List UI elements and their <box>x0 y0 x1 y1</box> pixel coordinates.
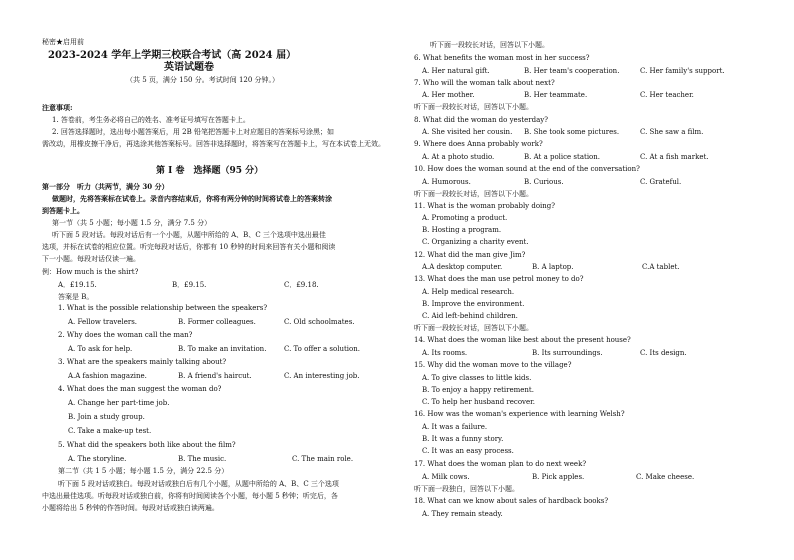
question: 14. What does the woman like best about the present house? <box>414 336 631 344</box>
option: A. It was a failure. <box>422 423 488 431</box>
example-answer: 答案是 B。 <box>58 293 94 301</box>
section1-text: 选项，并标在试卷的相应位置。听完每段对话后，你都有 10 秒钟的时间来回答有关小题和阅读 <box>42 243 336 251</box>
secret-label: 秘密★启用前 <box>42 38 84 46</box>
dialog-heading: 听下面一段较长对话，回答以下小题。 <box>414 324 533 332</box>
exam-subtitle: 英语试题卷 <box>164 62 214 73</box>
option: A. Help medical research. <box>422 288 515 296</box>
option: A. She visited her cousin. <box>422 128 513 136</box>
option: A. The storyline. <box>68 455 127 463</box>
question: 8. What did the woman do yesterday? <box>414 116 548 124</box>
option: B. The music. <box>178 455 227 463</box>
question: 1. What is the possible relationship between the speakers? <box>58 304 268 312</box>
option: C. Take a make-up test. <box>68 427 152 435</box>
question: 17. What does the woman plan to do next week? <box>414 460 587 468</box>
notice-item: 需改动，用橡皮擦干净后，再选涂其他答案标号。回答非选择题时，将答案写在答题卡上，写在本试卷上无效。 <box>42 140 385 148</box>
notice-heading: 注意事项: <box>42 103 73 112</box>
option: B. Her teammate. <box>524 91 588 99</box>
section1-title: 第一节（共 5 小题；每小题 1.5 分，满分 7.5 分） <box>52 219 212 227</box>
option: B. It was a funny story. <box>422 435 504 443</box>
option: B. Hosting a program. <box>422 226 502 234</box>
option: B. She took some pictures. <box>524 128 620 136</box>
option: A. To give classes to little kids. <box>422 374 532 382</box>
option: A. Change her part-time job. <box>68 399 170 407</box>
question: 4. What does the man suggest the woman do? <box>58 385 222 393</box>
option: A. Her mother. <box>422 91 475 99</box>
part1-title: 第一部分 听力（共两节，满分 30 分） <box>42 182 169 191</box>
question: 12. What did the man give Jim? <box>414 251 526 259</box>
question: 6. What benefits the woman most in her success? <box>414 54 590 62</box>
option: B. At a police station. <box>524 153 601 161</box>
section2-text: 听下面 5 段对话或独白。每段对话或独白后有几个小题，从题中所给的 A、B、C 三个选项 <box>58 480 339 488</box>
option: B. Her team's cooperation. <box>524 67 620 75</box>
option: A. At a photo studio. <box>422 153 495 161</box>
option: C. An interesting job. <box>284 372 360 380</box>
question: 11. What is the woman probably doing? <box>414 202 556 210</box>
option: C. At a fish market. <box>640 153 709 161</box>
option: B. Former colleagues. <box>178 318 256 326</box>
option: C. To help her husband recover. <box>422 398 535 406</box>
section2-text: 小题将给出 5 秒钟的作答时间。每段对话或独白读两遍。 <box>42 504 219 512</box>
notice-item: 2. 回答选择题时，选出每小题答案后，用 2B 铅笔把答题卡上对应题目的答案标号涂黑；如 <box>52 128 334 136</box>
exam-title: 2023-2024 学年上学期三校联合考试（高 2024 届） <box>48 50 297 61</box>
option: C. Her teacher. <box>640 91 694 99</box>
volume-title: 第 I 卷 选择题（95 分） <box>156 166 264 176</box>
option: C. The main role. <box>292 455 354 463</box>
dialog-heading: 听下面一段较长对话，回答以下小题。 <box>414 190 533 198</box>
option: C.A tablet. <box>642 263 680 271</box>
question: 15. Why did the woman move to the village? <box>414 361 572 369</box>
option: A. They remain steady. <box>422 510 503 518</box>
option: C. It was an easy process. <box>422 447 514 455</box>
option: B. Curious. <box>524 178 564 186</box>
section1-text: 听下面 5 段对话。每段对话后有一个小题，从题中所给的 A、B、C 三个选项中选出最佳 <box>52 231 326 239</box>
section1-text: 下一小题。每段对话仅读一遍。 <box>42 255 140 263</box>
example-option: C．£9.18. <box>284 281 319 289</box>
option: B. Improve the environment. <box>422 300 525 308</box>
option: B. Pick apples. <box>532 473 585 481</box>
option: A. Humorous. <box>422 178 471 186</box>
option: C. Grateful. <box>640 178 682 186</box>
option: B. A friend's haircut. <box>178 372 252 380</box>
option: C. Aid left-behind children. <box>422 312 518 320</box>
part1-instruction: 做题时，先将答案标在试卷上。录音内容结束后，你将有两分钟的时间将试卷上的答案转涂 <box>52 194 332 203</box>
option: B. Join a study group. <box>68 413 145 421</box>
option: A. Her natural gift. <box>422 67 490 75</box>
option: A. Fellow travelers. <box>68 318 138 326</box>
option: B. To make an invitation. <box>178 345 267 353</box>
option: C. Its design. <box>640 349 687 357</box>
option: A. To ask for help. <box>68 345 133 353</box>
option: C. To offer a solution. <box>284 345 360 353</box>
option: C. She saw a film. <box>640 128 704 136</box>
option: C. Make cheese. <box>636 473 695 481</box>
question: 3. What are the speakers mainly talking about? <box>58 358 227 366</box>
option: A. Its rooms. <box>422 349 468 357</box>
question: 13. What does the man use petrol money to do? <box>414 275 584 283</box>
question: 18. What can we know about sales of hardback books? <box>414 497 609 505</box>
option: B. A laptop. <box>532 263 574 271</box>
option: B. Its surroundings. <box>532 349 603 357</box>
option: C. Old schoolmates. <box>284 318 355 326</box>
option: C. Organizing a charity event. <box>422 238 529 246</box>
question: 5. What did the speakers both like about the film? <box>58 441 236 449</box>
part1-instruction: 到答题卡上。 <box>42 206 84 215</box>
dialog-heading: 听下面一段较长对话，回答以下小题。 <box>430 41 549 49</box>
option: A. Promoting a product. <box>422 214 508 222</box>
example-option: A．£19.15. <box>58 281 97 289</box>
option: A.A desktop computer. <box>422 263 503 271</box>
notice-item: 1. 答卷前，考生务必将自己的姓名、准考证号填写在答题卡上。 <box>52 116 250 124</box>
option: C. Her family's support. <box>640 67 725 75</box>
dialog-heading: 听下面一段较长对话，回答以下小题。 <box>414 103 533 111</box>
question: 10. How does the woman sound at the end of the conversation? <box>414 165 640 173</box>
question: 2. Why does the woman call the man? <box>58 331 193 339</box>
option: A. Milk cows. <box>422 473 470 481</box>
question: 9. Where does Anna probably work? <box>414 140 543 148</box>
question: 7. Who will the woman talk about next? <box>414 79 555 87</box>
exam-info: （共 5 页，满分 150 分。考试时间 120 分钟。） <box>126 76 280 84</box>
section2-title: 第二节（共 1 5 小题；每小题 1.5 分，满分 22.5 分） <box>58 467 229 475</box>
option: A.A fashion magazine. <box>68 372 147 380</box>
section2-text: 中选出最佳选项。听每段对话或独白前，你将有时间阅读各个小题，每小题 5 秒钟；听完后，各 <box>42 492 338 500</box>
monologue-heading: 听下面一段独白，回答以下小题。 <box>414 485 519 493</box>
option: B. To enjoy a happy retirement. <box>422 386 534 394</box>
example-question: 例：How much is the shirt? <box>42 268 139 276</box>
example-option: B．£9.15. <box>172 281 207 289</box>
question: 16. How was the woman's experience with learning Welsh? <box>414 410 625 418</box>
